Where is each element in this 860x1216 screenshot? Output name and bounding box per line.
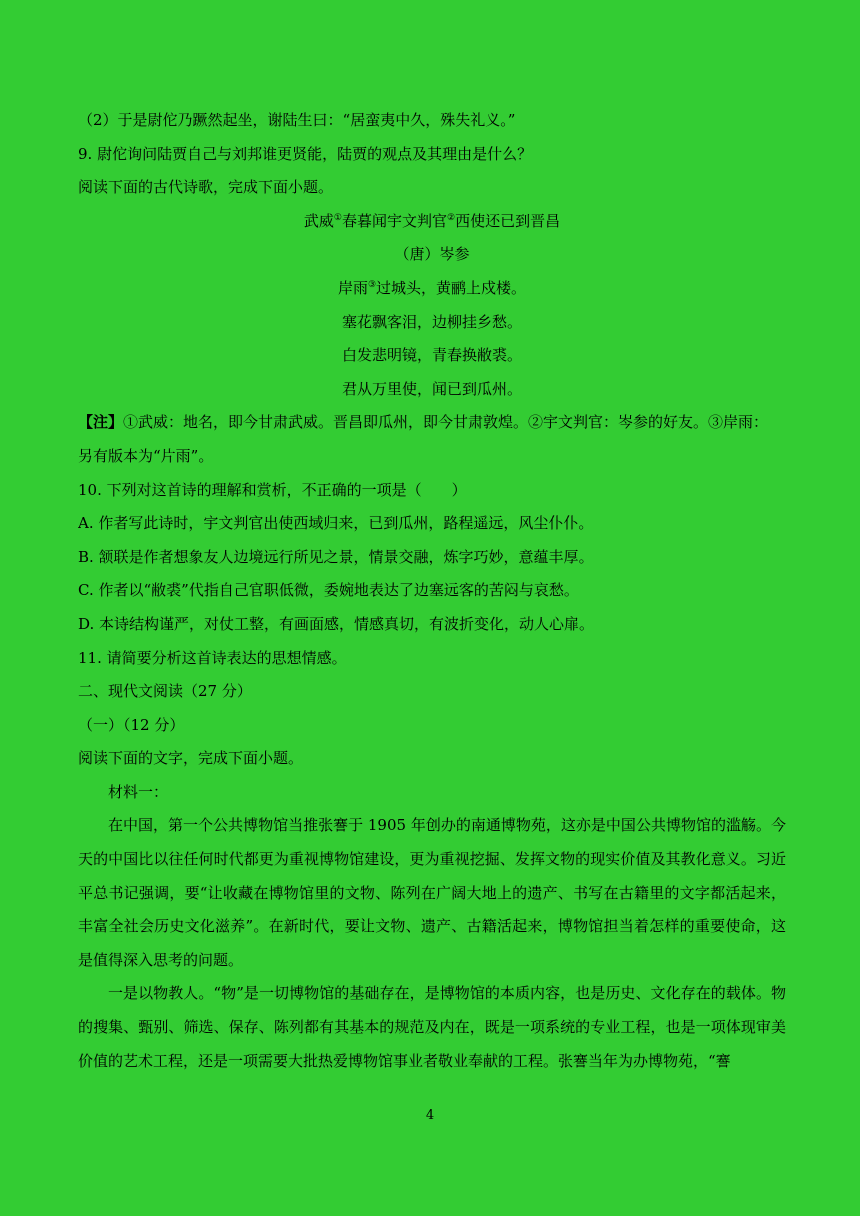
question-10: 10. 下列对这首诗的理解和赏析，不正确的一项是（ ） [78,480,467,499]
question-9: 9. 尉佗询问陆贾自己与刘邦谁更贤能，陆贾的观点及其理由是什么？ [78,144,533,163]
poem-line-4: 君从万里使，闻已到瓜州。 [341,379,522,398]
poem-author: （唐）岑参 [394,245,470,264]
material-paragraph-2: 一是以物教人。“物”是一切博物馆的基础存在，是博物馆的本质内容，也是历史、文化存在的载体。物的搜集、甄别、筛选、保存、陈列都有其基本的规范及内在，既是一项系统的专业工程，也是一项体现审美价值的艺术工程，还是一项需要大批热爱博物馆事业者敬业奉献的工程。张謇当年为办博物苑，“謇 [78,984,786,1070]
page-number: 4 [425,1108,435,1123]
material-paragraph-1: 在中国，第一个公共博物馆当推张謇于 1905 年创办的南通博物苑，这亦是中国公共博物馆的滥觞。今天的中国比以往任何时代都更为重视博物馆建设，更为重视挖掘、发挥文物的现实价值及其教化意义。习近平总书记强调，要“让收藏在博物馆里的文物、陈列在广阔大地上的遗产、书写在古籍里的文字都活起来，丰富全社会历史文化滋养”。在新时代，要让文物、遗产、古籍活起来，博物馆担当着怎样的重要使命，这是值得深入思考的问题。 [78,816,786,969]
poem-title: 武威①春暮闻宇文判官②西使还已到晋昌 [303,211,561,230]
document-page [78,104,786,1078]
question-8-2-line: （2）于是尉佗乃蹶然起坐，谢陆生曰：“居蛮夷中久，殊失礼义。” [78,111,516,129]
poem-line-2: 塞花飘客泪，边柳挂乡愁。 [341,312,522,331]
reading-intro: 阅读下面的文字，完成下面小题。 [78,749,304,768]
poem-note-line-2: 另有版本为“片雨”。 [78,446,214,465]
material-label: 材料一： [108,782,169,801]
option-d: D. 本诗结构谨严，对仗工整，有画面感，情感真切，有波折变化，动人心扉。 [78,614,595,633]
poem-line-3: 白发悲明镜，青春换敝裘。 [341,346,522,365]
note-label: 【注】 [78,413,124,432]
poem-intro: 阅读下面的古代诗歌，完成下面小题。 [78,178,334,197]
poem-note-line-1: 【注】①武威：地名，即今甘肃武威。晋昌即瓜州，即今甘肃敦煌。②宇文判官：岑参的好友。③岸雨： [78,413,769,432]
poem-line-1: 岸雨③过城头，黄鹂上戍楼。 [337,278,527,297]
option-a: A. 作者写此诗时，宇文判官出使西域归来，已到瓜州，路程遥远，风尘仆仆。 [78,514,594,533]
option-c: C. 作者以“敝裘”代指自己官职低微，委婉地表达了边塞远客的苦闷与哀愁。 [78,581,579,600]
question-11: 11. 请简要分析这首诗表达的思想情感。 [78,648,347,667]
option-b: B. 颔联是作者想象友人边境远行所见之景，情景交融，炼字巧妙，意蕴丰厚。 [78,547,594,566]
section-heading: 二、现代文阅读（27 分） [78,682,252,701]
subsection-heading: （一）（12 分） [78,715,185,734]
